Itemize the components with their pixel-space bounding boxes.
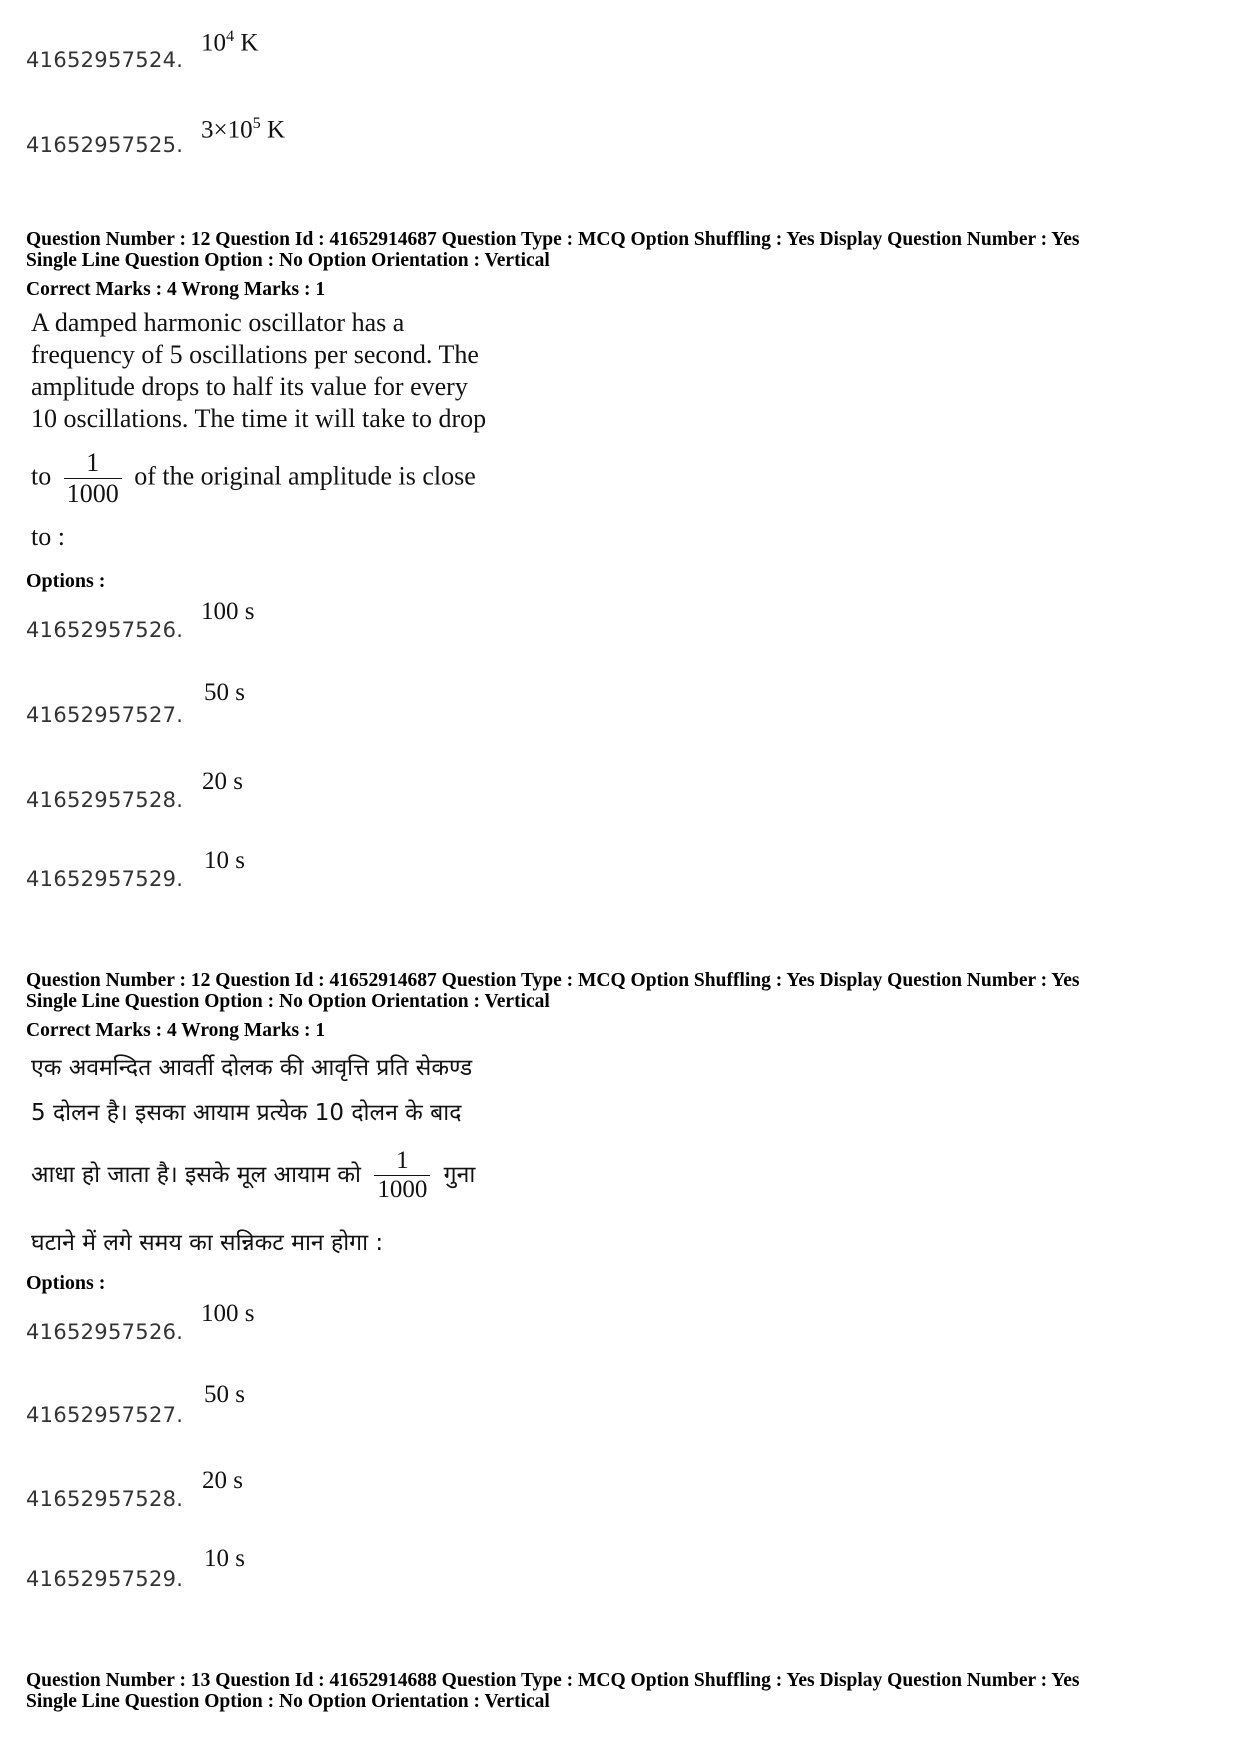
option-id: 41652957526.	[26, 618, 184, 642]
option-value	[201, 114, 285, 144]
question-text-line: घटाने में लगे समय का सन्निकट मान होगा :	[31, 1230, 384, 1256]
question-marks: Correct Marks : 4 Wrong Marks : 1	[26, 1020, 326, 1041]
option-id: 41652957529.	[26, 1567, 184, 1591]
option-value-base: 10	[201, 29, 226, 57]
option-id: 41652957524.	[26, 48, 184, 72]
option-value: 50 s	[204, 679, 245, 706]
question-text-line: amplitude drops to half its value for every	[31, 372, 468, 401]
question-fraction-line	[31, 448, 476, 509]
fraction-prefix: to	[31, 461, 52, 491]
option-value: 10 s	[204, 1545, 245, 1572]
option-value: 10 s	[204, 847, 245, 874]
option-id: 41652957525.	[26, 133, 184, 157]
fraction-numerator: 1	[396, 1147, 409, 1174]
question-meta-line1: Question Number : 13 Question Id : 41652914688 Question Type : MCQ Option Shuffling : Yes Display Question Number : Yes	[26, 1670, 1080, 1691]
question-meta-line2: Single Line Question Option : No Option Orientation : Vertical	[26, 1691, 550, 1712]
option-id: 41652957527.	[26, 703, 184, 727]
question-marks: Correct Marks : 4 Wrong Marks : 1	[26, 279, 326, 300]
option-value: 100 s	[201, 1300, 255, 1327]
fraction	[64, 448, 122, 509]
option-value-unit: K	[234, 29, 259, 57]
option-value: 20 s	[202, 1467, 243, 1494]
option-id: 41652957528.	[26, 1487, 184, 1511]
option-value: 100 s	[201, 598, 255, 625]
question-text-line: to :	[31, 522, 65, 551]
fraction	[374, 1147, 430, 1204]
options-label: Options :	[26, 1272, 106, 1294]
question-text-line: A damped harmonic oscillator has a	[31, 308, 405, 337]
fraction-denominator: 1000	[64, 478, 122, 509]
fraction-prefix: आधा हो जाता है। इसके मूल आयाम को	[31, 1162, 362, 1188]
question-meta-line2: Single Line Question Option : No Option Orientation : Vertical	[26, 250, 550, 271]
option-id: 41652957527.	[26, 1403, 184, 1427]
option-id: 41652957528.	[26, 788, 184, 812]
option-id: 41652957529.	[26, 867, 184, 891]
option-id: 41652957526.	[26, 1320, 184, 1344]
options-label: Options :	[26, 570, 106, 592]
fraction-suffix: गुना	[443, 1162, 476, 1188]
question-meta-line2: Single Line Question Option : No Option Orientation : Vertical	[26, 991, 550, 1012]
question-meta-line1: Question Number : 12 Question Id : 41652914687 Question Type : MCQ Option Shuffling : Yes Display Question Number : Yes	[26, 970, 1080, 991]
question-text-line: 5 दोलन है। इसका आयाम प्रत्येक 10 दोलन के बाद	[31, 1100, 462, 1126]
fraction-numerator: 1	[86, 448, 100, 477]
option-value-exponent: 4	[226, 27, 235, 45]
option-value-exponent: 5	[252, 114, 261, 132]
fraction-suffix: of the original amplitude is close	[134, 461, 476, 491]
question-text-line: एक अवमन्दित आवर्ती दोलक की आवृत्ति प्रति सेकण्ड	[31, 1055, 473, 1081]
option-value: 20 s	[202, 768, 243, 795]
option-value	[201, 27, 258, 57]
question-text-line: frequency of 5 oscillations per second. The	[31, 340, 479, 369]
option-value: 50 s	[204, 1381, 245, 1408]
option-value-unit: K	[260, 116, 286, 144]
fraction-denominator: 1000	[374, 1175, 430, 1204]
question-text-line: 10 oscillations. The time it will take to drop	[31, 404, 487, 433]
question-fraction-line	[31, 1147, 475, 1204]
option-value-base: 3×10	[201, 116, 253, 144]
question-meta-line1: Question Number : 12 Question Id : 41652914687 Question Type : MCQ Option Shuffling : Yes Display Question Number : Yes	[26, 229, 1080, 250]
